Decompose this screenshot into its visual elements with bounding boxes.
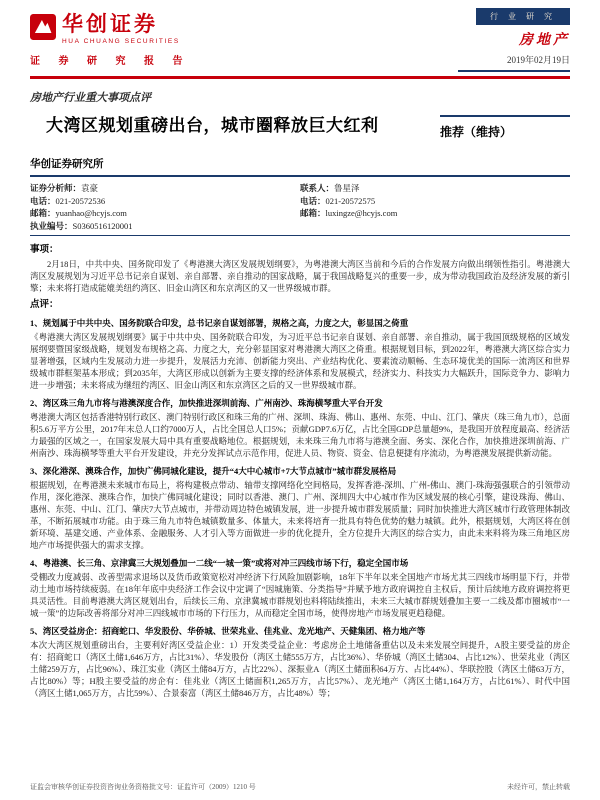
section-paragraph: 本次大湾区规划重磅出台，主要利好湾区受益企业：1）开发类受益企业：考虑房企土地储备重估以及未来发展空间提升，A股主要受益的房企有：招商蛇口（湾区土储1,646万方，占比31%）、华发股份（湾区土储555万方，占比36%）、华侨城（湾区土储304、占比12%）、世荣兆业（湾区土储259万方，占比96%）、珠江实业（湾区土储84万方，占比22%）、深振业A（湾区土储面积64万方、占比44%）、华联控股（湾区土储63万方，占比80%）等；H股主要受益的房企有：佳兆业（湾区土储面积1,265万方，占比57%）、龙光地产（湾区土储1,164万方，占比61%）、时代中国（湾区土储1,065万方，占比59%）、合景泰富（湾区土储846万方，占比48%）等； <box>30 640 570 698</box>
contacts-block <box>30 182 570 232</box>
contact-row <box>30 220 300 233</box>
report-type-label: 证 券 研 究 报 告 <box>30 56 191 67</box>
brand-name-cn: 华创证券 <box>62 13 158 36</box>
brand-block <box>30 8 191 67</box>
contact-label: 电话： <box>30 195 56 206</box>
matter-paragraph: 2月18日，中共中央、国务院印发了《粤港澳大湾区发展规划纲要》，为粤港澳大湾区当前和今后的合作发展方向做出纲领性指引。粤港澳大湾区发展规划为习近平总书记亲自谋划、亲自部署、亲自推动的国家战略，属于我国战略复兴的重要一步，成为带动我国政治及经济发展的新引擎；未来将打造成能媲美纽约湾区、旧金山湾区和东京湾区的又一世界级城市群。 <box>30 259 570 293</box>
footer-license-text: 证监会审核华创证券投资咨询业务资格批文号：证监许可（2009）1210 号 <box>30 783 256 791</box>
contact-value: 鲁星泽 <box>334 183 360 193</box>
contact-label: 证券分析师： <box>30 183 82 193</box>
brand-name-en: HUA CHUANG SECURITIES <box>62 38 180 45</box>
section-paragraph: 《粤港澳大湾区发展规划纲要》属于中共中央、国务院联合印发，为习近平总书记亲自谋划、亲自部署、亲自推动，属于我国顶级规格的区域发展纲要暨国家级战略，规划发布规格之高、力度之大，充分彰显国家对粤港澳大湾区之倚重。根据规划目标，到2022年，粤港澳大湾区综合实力显著增强，区域内生发展动力进一步提升，发展活力充沛、创新能力突出、产业结构优化、要素流动顺畅、生态环境优美的国际一流湾区和世界级城市群框架基本形成；到2035年，大湾区形成以创新为主要支撑的经济体系和发展模式，经济实力、科技实力大幅跃升，国际竞争力、影响力进一步增强；未来将成为继纽约湾区、旧金山湾区和东京湾区之后的又一世界级城市群。 <box>30 332 570 390</box>
header-divider <box>30 76 570 79</box>
contact-label: 电话： <box>300 195 326 206</box>
section-1 <box>30 317 570 391</box>
contact-row <box>300 195 570 208</box>
contact-label: 联系人： <box>300 183 335 193</box>
brand-text <box>62 8 180 45</box>
contact-row <box>300 207 570 220</box>
huachuang-logo-icon <box>30 14 56 40</box>
section-heading: 3、深化港深、澳珠合作，加快广佛同城化建设，提升“4大中心城市+7大节点城市”城市群发展格局 <box>30 466 397 476</box>
section-3 <box>30 465 570 551</box>
page-header <box>0 0 600 72</box>
report-category-badge: 行 业 研 究 <box>476 8 570 25</box>
section-heading: 2、湾区珠三角九市将与港澳深度合作，加快推进深圳前海、广州南沙、珠海横琴重大平台开发 <box>30 398 383 408</box>
section-heading: 1、规划属于中共中央、国务院联合印发，总书记亲自谋划部署，规格之高，力度之大，彰显国之倚重 <box>30 318 409 328</box>
contact-value: 021-20572536 <box>55 195 106 206</box>
contact-row <box>300 182 570 195</box>
brand-lockup <box>30 8 191 45</box>
report-date: 2019年02月19日 <box>458 53 570 72</box>
office-divider-top <box>30 175 570 177</box>
page-footer <box>30 782 570 792</box>
contact-value: luxingze@hcyjs.com <box>325 208 398 218</box>
report-body <box>30 244 570 699</box>
contact-value: S0360516120001 <box>72 220 133 231</box>
contact-row <box>30 182 300 195</box>
contact-label: 邮箱： <box>30 208 56 218</box>
section-heading: 5、湾区受益房企：招商蛇口、华发股份、华侨城、世荣兆业、佳兆业、龙光地产、天健集团、格力地产等 <box>30 626 426 636</box>
report-series-label: 房地产行业重大事项点评 <box>30 92 151 104</box>
research-office-title: 华创证券研究所 <box>30 159 104 170</box>
comment-label: 点评： <box>30 300 59 310</box>
contact-value: yuanhao@hcyjs.com <box>55 208 127 218</box>
section-2 <box>30 397 570 459</box>
section-4 <box>30 557 570 619</box>
footer-copyright-text: 未经许可，禁止转载 <box>507 783 570 791</box>
contacts-left-column <box>30 182 300 232</box>
contact-label: 邮箱： <box>300 208 326 218</box>
header-right-block <box>458 8 570 72</box>
contact-value: 021-20572575 <box>325 195 376 206</box>
contact-row <box>30 195 300 208</box>
matter-label: 事项： <box>30 245 59 255</box>
section-paragraph: 受棚改力度减弱、改善型需求退场以及货币政策宽松对冲经济下行风险加剧影响，18年下半年以来全国地产市场尤其三四线市场明显下行，并带动土地市场持续疲弱。在18年年底中央经济工作会议中定调了“因城施策、分类指导”并赋予地方政府调控自主权后，预计后续地方政府调控将更具灵活性。目前粤港澳大湾区规划出台，后续长三角、京津冀城市群规划也料将陆续推出，未来三大城市群规划叠加主要一二线及都市圈城市“一城一策”的边际改善将部分对冲三四线城市市场的下行压力，从而稳定全国市场，使得房地产市场发展更趋稳健。 <box>30 572 570 618</box>
office-divider-bottom <box>30 235 570 236</box>
contact-value: 袁豪 <box>81 183 99 193</box>
section-heading: 4、粤港澳、长三角、京津冀三大规划叠加一二线“一城一策”或将对冲三四线市场下行，稳定全国市场 <box>30 558 409 568</box>
title-row <box>30 115 570 140</box>
section-paragraph: 粤港澳大湾区包括香港特别行政区、澳门特别行政区和珠三角的广州、深圳、珠海、佛山、惠州、东莞、中山、江门、肇庆（珠三角九市），总面积5.6万平方公里，2017年末总人口约7000万人，占比全国总人口5%；贡献GDP7.6万亿，占比全国GDP总量超9%，是我国开放程度最高、经济活力最强的区域之一，在国家发展大局中具有重要战略地位。根据规划，未来珠三角九市将与港澳全面、务实、深化合作，加快推进深圳前海、广州南沙、珠海横琴等重大平台开发建设，并充分发挥试点示范作用，促进人员、物资、资金、信息便捷有序流动，为粤港澳发展提供新动能。 <box>30 412 570 458</box>
rating-badge: 推荐（维持） <box>440 115 570 140</box>
contact-label: 执业编号： <box>30 220 73 231</box>
contact-row <box>30 207 300 220</box>
contacts-right-column <box>300 182 570 232</box>
section-5 <box>30 625 570 699</box>
report-title: 大湾区规划重磅出台，城市圈释放巨大红利 <box>46 116 379 135</box>
industry-label: 房地产 <box>519 33 570 48</box>
section-paragraph: 根据规划，在粤港澳未来城市布局上，将构建极点带动、轴带支撑网络化空间格局，发挥香港-深圳、广州-佛山、澳门-珠海强强联合的引领带动作用，深化港深、澳珠合作，加快广佛同城化建设；同时以香港、澳门、广州、深圳四大中心城市作为区域发展的核心引擎，建设珠海、佛山、惠州、东莞、中山、江门、肇庆7大节点城市，并带动周边特色城镇发展，进一步提升城市群发展质量；同时加快推进大湾区城市行政管理体制改革，不断拓展城市功能。由于珠三角九市特色城镇数量多、体量大，未来将培育一批具有特色优势的魅力城镇。此外，根据规划，大湾区将在创新环境、基建交通、产业体系、金融服务、人才引入等方面做进一步的优化提升，全方位提升大湾区的综合实力，由此未来料将为珠三角地区房地产市场提供强大的需求支撑。 <box>30 480 570 550</box>
